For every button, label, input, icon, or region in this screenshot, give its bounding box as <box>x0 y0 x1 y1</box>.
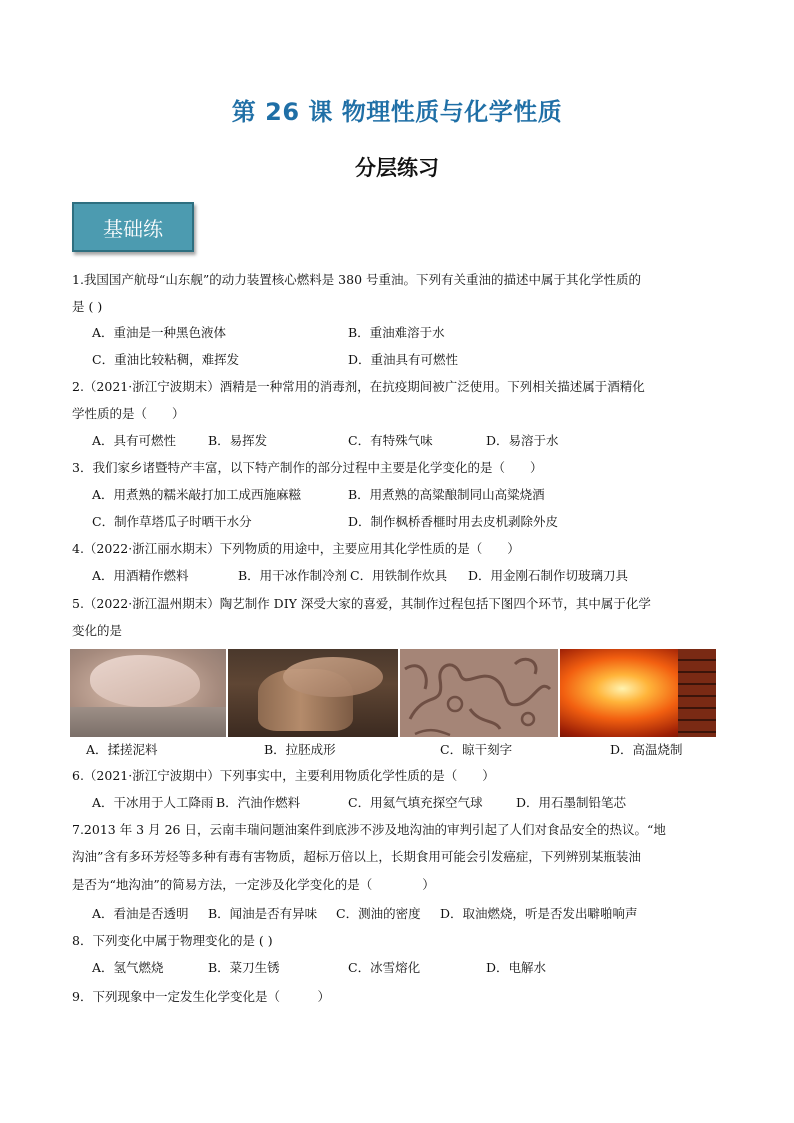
q5-option-d: D．高温烧制 <box>610 742 683 757</box>
q2-option-d: D．易溶于水 <box>486 433 559 448</box>
q8-stem-line1: 8．下列变化中属于物理变化的是 ( ) <box>72 933 273 948</box>
q1-option-d: D．重油具有可燃性 <box>348 352 459 367</box>
q5-stem-line1: 5.（2022·浙江温州期末）陶艺制作 DIY 深受大家的喜爱，其制作过程包括下图四个环节，其中属于化学 <box>72 596 651 611</box>
q4-stem-line1: 4.（2022·浙江丽水期末）下列物质的用途中，主要应用其化学性质的是（ ） <box>72 541 520 556</box>
q7-option-d: D．取油燃烧，听是否发出噼啪响声 <box>440 906 638 921</box>
carved-clay-photo <box>400 649 558 737</box>
q1-stem-line1: 1.我国国产航母“山东舰”的动力装置核心燃料是 380 号重油。下列有关重油的描述中属于其化学性质的 <box>72 272 642 287</box>
q5-option-a: A．揉搓泥料 <box>86 742 158 757</box>
q5-option-c: C．晾干刻字 <box>440 742 513 757</box>
q7-stem-line3: 是否为“地沟油”的简易方法，一定涉及化学变化的是（ ） <box>72 877 435 892</box>
carving-pattern <box>400 649 558 737</box>
q8-option-d: D．电解水 <box>486 960 547 975</box>
page-subtitle: 分层练习 <box>355 156 439 180</box>
q6-stem-line1: 6.（2021·浙江宁波期中）下列事实中，主要利用物质化学性质的是（ ） <box>72 768 495 783</box>
q8-option-c: C．冰雪熔化 <box>348 960 421 975</box>
q4-option-d: D．用金刚石制作切玻璃刀具 <box>468 568 629 583</box>
q6-option-b: B．汽油作燃料 <box>216 795 301 810</box>
q3-option-d: D．制作枫桥香榧时用去皮机剥除外皮 <box>348 514 559 529</box>
q5-option-b: B．拉胚成形 <box>264 742 336 757</box>
q6-option-d: D．用石墨制铅笔芯 <box>516 795 627 810</box>
q8-option-a: A．氢气燃烧 <box>92 960 164 975</box>
kiln-bricks-shape <box>678 649 716 737</box>
q3-option-a: A．用煮熟的糯米敲打加工成西施麻糍 <box>92 487 302 502</box>
q7-stem-line2: 沟油”含有多环芳烃等多种有毒有害物质，超标万倍以上，长期食用可能会引发癌症，下列辨别某瓶装油 <box>72 849 641 864</box>
section-label-box <box>72 202 194 252</box>
q7-option-b: B．闻油是否有异味 <box>208 906 318 921</box>
q2-stem-line1: 2.（2021·浙江宁波期末）酒精是一种常用的消毒剂，在抗疫期间被广泛使用。下列相关描述属于酒精化 <box>72 379 645 394</box>
q6-option-c: C．用氦气填充探空气球 <box>348 795 483 810</box>
q7-option-c: C．测油的密度 <box>336 906 421 921</box>
q1-stem-line2: 是 ( ) <box>72 299 103 314</box>
q1-option-a: A．重油是一种黑色液体 <box>92 325 227 340</box>
clay-shape <box>70 707 226 737</box>
q4-option-a: A．用酒精作燃料 <box>92 568 189 583</box>
q2-stem-line2: 学性质的是（ ） <box>72 406 185 421</box>
q7-stem-line1: 7.2013 年 3 月 26 日，云南丰瑞问题油案件到底涉不涉及地沟油的审判引起了人们对食品安全的热议。“地 <box>72 822 666 837</box>
q2-option-b: B．易挥发 <box>208 433 268 448</box>
q5-stem-line2: 变化的是 <box>72 623 123 638</box>
hand-shape <box>90 655 200 707</box>
q6-option-a: A．干冰用于人工降雨 <box>92 795 214 810</box>
kiln-firing-photo <box>560 649 716 737</box>
q7-option-a: A．看油是否透明 <box>92 906 189 921</box>
q4-option-b: B．用干冰作制冷剂 <box>238 568 348 583</box>
page-title: 第 26 课 物理性质与化学性质 <box>231 98 563 126</box>
q3-option-b: B．用煮熟的高粱酿制同山高粱烧酒 <box>348 487 545 502</box>
q1-option-c: C．重油比较粘稠，难挥发 <box>92 352 240 367</box>
q2-option-c: C．有特殊气味 <box>348 433 433 448</box>
q3-option-c: C．制作草塔瓜子时晒干水分 <box>92 514 252 529</box>
pottery-wheel-photo <box>228 649 398 737</box>
q9-stem-line1: 9．下列现象中一定发生化学变化是（ ） <box>72 989 330 1004</box>
q1-option-b: B．重油难溶于水 <box>348 325 445 340</box>
kneading-clay-photo <box>70 649 226 737</box>
q2-option-a: A．具有可燃性 <box>92 433 177 448</box>
q3-stem-line1: 3．我们家乡诸暨特产丰富，以下特产制作的部分过程中主要是化学变化的是（ ） <box>72 460 543 475</box>
q4-option-c: C．用铁制作炊具 <box>350 568 448 583</box>
section-label: 基础练 <box>103 216 163 241</box>
q8-option-b: B．菜刀生锈 <box>208 960 280 975</box>
hands-shape <box>283 657 383 697</box>
